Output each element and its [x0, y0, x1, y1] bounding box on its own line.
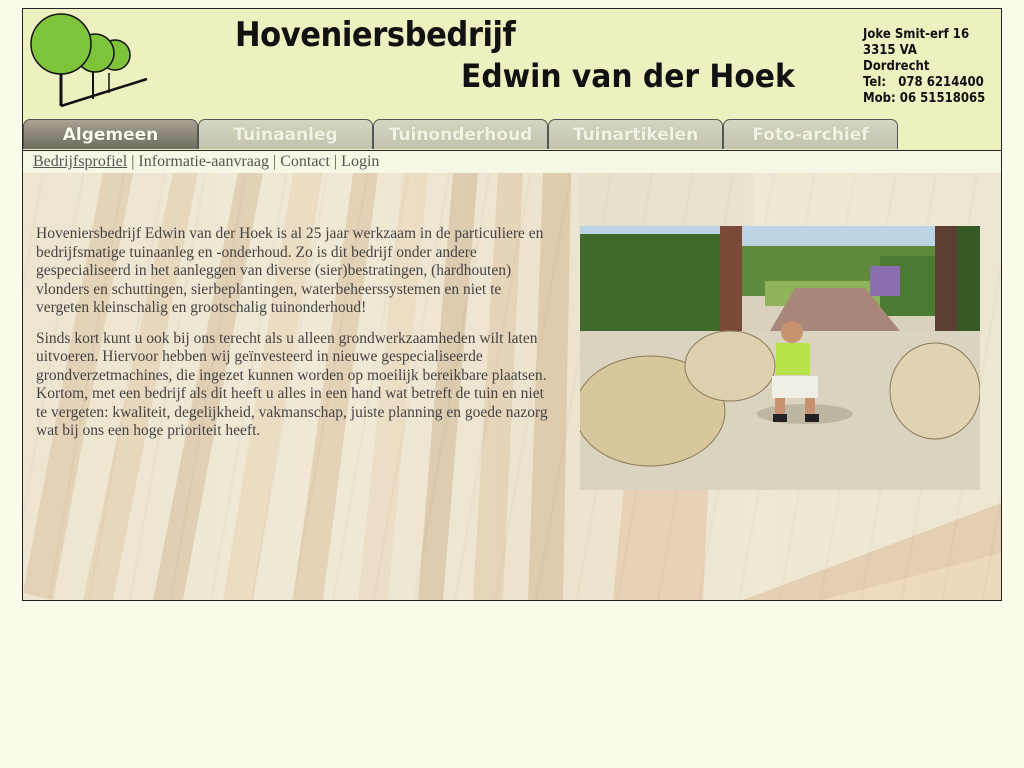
- tree-logo-icon: [29, 11, 155, 116]
- tab-tuinaanleg[interactable]: Tuinaanleg: [198, 119, 373, 149]
- company-title-line1: Hoveniersbedrijf: [235, 15, 516, 55]
- subnav-login[interactable]: Login: [341, 153, 380, 170]
- company-title-line2: Edwin van der Hoek: [461, 57, 795, 95]
- main-tabs: [23, 119, 1001, 150]
- subnav-bedrijfsprofiel[interactable]: Bedrijfsprofiel: [33, 153, 128, 170]
- subnav-separator: |: [329, 153, 342, 170]
- content-area: [23, 173, 1001, 600]
- page-frame: [22, 8, 1002, 601]
- intro-text: [36, 225, 556, 453]
- address-mobile: Mob: 06 51518065: [863, 91, 986, 106]
- subnav-contact[interactable]: Contact: [280, 153, 330, 170]
- intro-paragraph: Hoveniersbedrijf Edwin van der Hoek is al 25 jaar werkzaam in de particuliere en bedrijfsmatige tuinaanleg en -onderhoud. Zo is dit bedrijf onder andere gespecialiseerd in het aanleggen van diverse (sier)bestratingen, (hardhouten) vlonders en schuttingen, sierbeplantingen, waterbeheerssystemen en niet te vergeten kleinschalig en grootschalig tuinonderhoud!: [36, 225, 544, 316]
- subnav-separator: |: [269, 153, 281, 170]
- intro-paragraph: Sinds kort kunt u ook bij ons terecht als u alleen grondwerkzaamheden wilt laten uitvoeren. Hiervoor hebben wij geïnvesteerd in nieuwe gespecialiseerde grondverzetmachines, die ingezet kunnen worden op moeilijk bereikbare plaatsen.: [36, 329, 547, 384]
- address-city: 3315 VA Dordrecht: [863, 43, 930, 74]
- intro-paragraph: Kortom, met een bedrijf als dit heeft u alles in een hand wat betreft de tuin en niet te vergeten: kwaliteit, degelijkheid, vakmanschap, juiste planning en goede nazorg wat bij ons een hoge prioriteit heeft.: [36, 385, 548, 439]
- company-address: [863, 27, 987, 107]
- tab-tuinonderhoud[interactable]: Tuinonderhoud: [373, 119, 548, 149]
- address-street: Joke Smit-erf 16: [863, 27, 970, 42]
- tab-algemeen[interactable]: Algemeen: [23, 119, 198, 149]
- subnav-informatie-aanvraag[interactable]: Informatie-aanvraag: [138, 153, 269, 170]
- tab-tuinartikelen[interactable]: Tuinartikelen: [548, 119, 723, 149]
- sub-navigation: [23, 150, 1001, 174]
- tab-foto-archief[interactable]: Foto-archief: [723, 119, 898, 149]
- subnav-separator: |: [127, 153, 139, 170]
- address-phone: Tel: 078 6214400: [863, 75, 984, 90]
- garden-photo: [580, 226, 980, 490]
- header: [23, 9, 1001, 150]
